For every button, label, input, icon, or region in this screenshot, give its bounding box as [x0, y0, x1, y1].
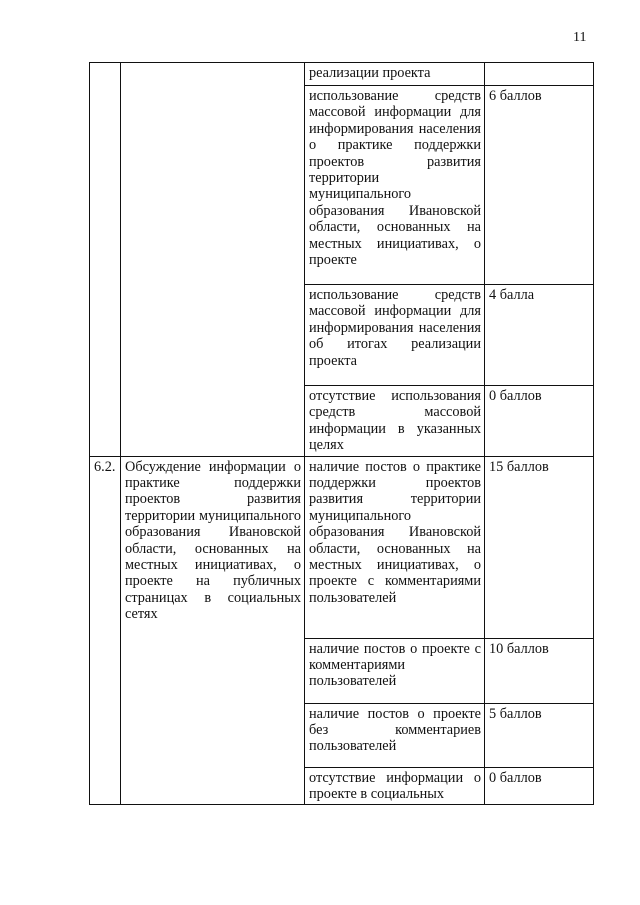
score-cell: 0 баллов	[485, 386, 594, 457]
score-cell: 15 баллов	[485, 456, 594, 638]
row-number-cell: 6.2.	[90, 456, 121, 805]
indicator-cell: наличие постов о проекте без комментариев пользователей	[305, 703, 485, 767]
score-cell: 6 баллов	[485, 86, 594, 285]
criteria-table	[89, 62, 594, 805]
score-cell: 5 баллов	[485, 703, 594, 767]
indicator-cell: отсутствие использования средств массовой информации в указанных целях	[305, 386, 485, 457]
table-row	[90, 63, 594, 86]
score-cell: 10 баллов	[485, 638, 594, 703]
indicator-cell: наличие постов о практике поддержки проектов развития территории муниципального образования Ивановской области, основанных на местных инициативах, о проекте с комментариями пользователей	[305, 456, 485, 638]
score-cell: 0 баллов	[485, 767, 594, 805]
indicator-cell: реализации проекта	[305, 63, 485, 86]
page-number: 11	[573, 30, 587, 45]
criterion-cell: Обсуждение информации о практике поддержки проектов развития территории муниципального образования Ивановской области, основанных на местных инициативах, о проекте на публичных страницах в социальных сетях	[121, 456, 305, 805]
criterion-cell	[121, 63, 305, 457]
indicator-cell: отсутствие информации о проекте в социальных	[305, 767, 485, 805]
indicator-cell: использование средств массовой информации для информирования населения об итогах реализации проекта	[305, 285, 485, 386]
indicator-cell: наличие постов о проекте с комментариями пользователей	[305, 638, 485, 703]
table-row	[90, 456, 594, 638]
score-cell: 4 балла	[485, 285, 594, 386]
indicator-cell: использование средств массовой информации для информирования населения о практике поддержки проектов развития территории муниципального образования Ивановской области, основанных на местных инициативах, о проекте	[305, 86, 485, 285]
score-cell	[485, 63, 594, 86]
row-number-cell	[90, 63, 121, 457]
